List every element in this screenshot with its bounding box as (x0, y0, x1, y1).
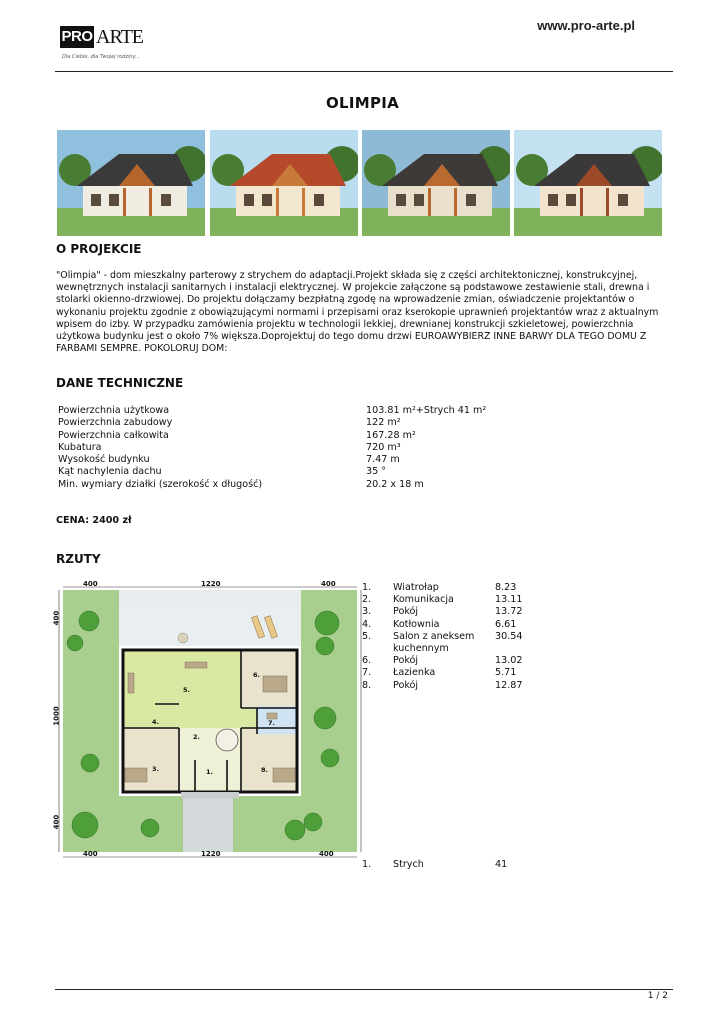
about-heading: O PROJEKCIE (56, 242, 142, 256)
tech-label: Kąt nachylenia dachu (58, 466, 162, 478)
room-name: Komunikacja (393, 594, 454, 606)
dim-top-right: 400 (321, 580, 336, 588)
page-number: 1 / 2 (647, 991, 668, 1001)
room-number: 6. (362, 655, 372, 667)
photo-side-view[interactable] (210, 130, 358, 236)
dim-side-top: 400 (52, 610, 61, 626)
plan-room-label: 2. (193, 733, 200, 741)
tech-label: Kubatura (58, 441, 102, 453)
tech-label: Wysokość budynku (58, 454, 150, 466)
project-description: "Olimpia" - dom mieszkalny parterowy z strychem do adaptacji.Projekt składa się z części architektonicznej, konstrukcyjnej, wewnętrznych instalacji sanitarnych i instalacji elektrycznej. W projekcie załączone są podstawowe zestawienie stali, drewna i stolarki okienno-drzwiowej. Do projektu dołączamy bezpłatną zgodę na wprowadzenie zmian, oświadczenie projektantów o wykonaniu projektu zgodnie z obowiązującymi normami i przepisami oraz kserokopie uprawnień projektantów wraz z aktualnym wpisem do izby. W przypadku zamówienia projektu w technologii lekkiej, drewnianej konstrukcji szkieletowej, powierzchnia użytkowa budynku jest o około 7% większa.Doprojektuj do tego domu drzwi EUROAWYBIERZ INNE BARWY DLA TEGO DOMU Z FARBAMI SEMPRE. POKOLORUJ DOM: (56, 270, 659, 355)
room-row (362, 631, 562, 655)
tech-table (58, 405, 618, 491)
photo-rear-view[interactable] (514, 130, 662, 236)
logo-box: PRO (60, 26, 94, 48)
room-row (362, 619, 562, 631)
room-area: 13.72 (495, 606, 523, 618)
tech-value: 20.2 x 18 m (366, 478, 424, 490)
room-name: Strych (393, 859, 424, 870)
room-name: Pokój (393, 606, 419, 618)
room-area: 12.87 (495, 679, 523, 691)
room-area: 13.11 (495, 594, 523, 606)
room-row (362, 680, 562, 692)
room-name: Salon z aneksem kuchennym (393, 630, 475, 655)
pro-arte-logo[interactable] (60, 24, 160, 68)
tech-value: 35 ° (366, 466, 387, 478)
room-name: Wiatrołap (393, 582, 439, 593)
dim-bot-right: 400 (319, 850, 334, 858)
tech-heading: DANE TECHNICZNE (56, 376, 184, 390)
room-row (362, 582, 562, 594)
tech-row (58, 405, 618, 417)
dim-top-mid: 1220 (201, 580, 221, 588)
tech-value: 7.47 m (366, 454, 400, 466)
room-number: 2. (362, 594, 372, 606)
photo-front-view[interactable] (57, 130, 205, 236)
photo-garden-view[interactable] (362, 130, 510, 236)
tech-row (58, 466, 618, 478)
room-row (362, 655, 562, 667)
header-divider (55, 71, 673, 72)
tech-value: 720 m³ (366, 441, 401, 453)
plans-heading: RZUTY (56, 552, 101, 566)
tech-value: 167.28 m² (366, 429, 416, 441)
room-area: 5.71 (495, 667, 517, 679)
plan-room-label: 3. (152, 765, 159, 773)
room-list (362, 582, 562, 692)
site-url-link[interactable]: www.pro-arte.pl (537, 18, 635, 33)
tech-value: 122 m² (366, 417, 401, 429)
room-name: Kotłownia (393, 618, 440, 630)
plan-room-label: 4. (152, 718, 159, 726)
room-row (362, 606, 562, 618)
logo-text: ARTE (96, 26, 144, 48)
room-name: Pokój (393, 655, 419, 667)
tech-row (58, 442, 618, 454)
tech-row (58, 417, 618, 429)
tech-row (58, 454, 618, 466)
room-number: 1. (362, 859, 372, 870)
tech-row (58, 479, 618, 491)
room-number: 5. (362, 630, 372, 642)
dim-side-mid: 1000 (52, 706, 61, 726)
room-number: 3. (362, 606, 372, 618)
footer-divider (55, 989, 673, 990)
dim-bot-mid: 1220 (201, 850, 221, 858)
dim-side-bot: 400 (52, 814, 61, 830)
room-area: 30.54 (495, 630, 523, 642)
room-area: 13.02 (495, 655, 523, 667)
tech-value: 103.81 m²+Strych 41 m² (366, 405, 487, 416)
room-row (362, 859, 562, 871)
tech-label: Powierzchnia zabudowy (58, 417, 173, 429)
dim-top-left: 400 (83, 580, 98, 588)
room-number: 1. (362, 582, 372, 593)
tech-label: Powierzchnia użytkowa (58, 405, 170, 416)
room-area: 6.61 (495, 618, 517, 630)
dim-bot-left: 400 (83, 850, 98, 858)
room-row (362, 667, 562, 679)
room-number: 4. (362, 618, 372, 630)
logo-tagline: Dla Ciebie, dla Twojej rodziny... (62, 54, 140, 60)
page-title: OLIMPIA (325, 94, 400, 112)
room-area: 8.23 (495, 582, 517, 593)
room-number: 7. (362, 667, 372, 679)
room-area: 41 (495, 859, 508, 870)
tech-row (58, 430, 618, 442)
room-name: Pokój (393, 679, 419, 691)
plan-room-label: 1. (206, 768, 213, 776)
plan-room-label: 8. (261, 766, 268, 774)
room-number: 8. (362, 679, 372, 691)
tech-label: Powierzchnia całkowita (58, 429, 169, 441)
room-name: Łazienka (393, 667, 436, 679)
plan-room-label: 5. (183, 686, 190, 694)
plan-room-label: 7. (268, 719, 275, 727)
room-row (362, 594, 562, 606)
plan-room-label: 6. (253, 671, 260, 679)
tech-label: Min. wymiary działki (szerokość x długość) (58, 478, 263, 490)
price: CENA: 2400 zł (56, 515, 132, 526)
attic-list (362, 859, 562, 871)
floor-plan[interactable] (52, 578, 375, 863)
